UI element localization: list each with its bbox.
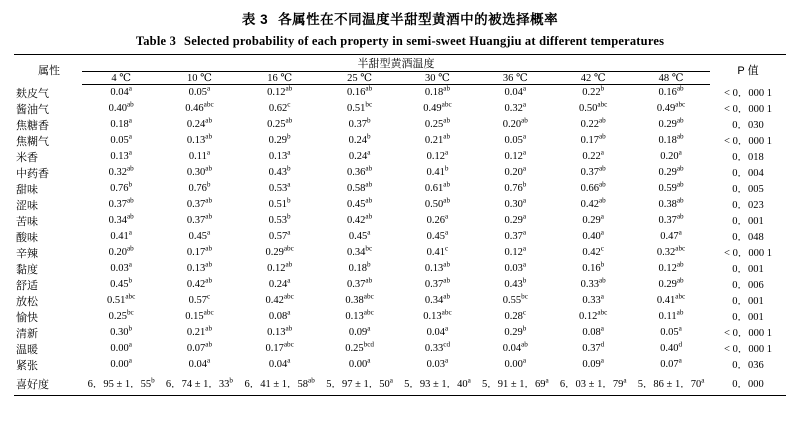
table-row bbox=[14, 117, 786, 133]
cell-value: 0.12$^{ab}$ bbox=[267, 260, 293, 274]
cell-value: 0.13$^{ab}$ bbox=[186, 260, 213, 274]
cell-value: 0.18$^b$ bbox=[348, 260, 371, 274]
cell-value: 0.04$^a$ bbox=[504, 84, 527, 99]
cell-p-value: 0．006 bbox=[732, 280, 764, 291]
cell-value: 0.16$^{ab}$ bbox=[347, 84, 373, 99]
table-row bbox=[14, 229, 786, 245]
table-row bbox=[14, 197, 786, 213]
table-title-english bbox=[14, 34, 786, 49]
cell-value: 0.41$^{abc}$ bbox=[656, 292, 686, 306]
table-row bbox=[14, 85, 786, 101]
cell-value: 0.20$^a$ bbox=[660, 148, 682, 162]
cell-value: 0.05$^a$ bbox=[660, 324, 682, 338]
cell-p-value: < 0．000 1 bbox=[724, 104, 772, 115]
row-attribute-label: 紧张 bbox=[16, 359, 38, 372]
cell-value: 0.37$^{ab}$ bbox=[580, 164, 606, 178]
cell-value: 0.13$^a$ bbox=[110, 148, 132, 162]
cell-value: 0.37$^{ab}$ bbox=[424, 276, 451, 290]
cell-value: 0.53$^b$ bbox=[268, 212, 291, 226]
cell-value: 0.29$^{ab}$ bbox=[658, 116, 684, 130]
cell-value: 0.51$^b$ bbox=[268, 196, 291, 210]
cell-value: 0.12$^{ab}$ bbox=[658, 260, 684, 274]
cell-value: 0.08$^a$ bbox=[582, 324, 604, 338]
row-attribute-label: 酸味 bbox=[16, 231, 38, 244]
cell-value: 0.37$^{ab}$ bbox=[108, 196, 134, 210]
cell-value: 0.42$^{ab}$ bbox=[347, 212, 373, 226]
cell-value: 0.30$^b$ bbox=[110, 324, 133, 338]
cell-value: 0.26$^a$ bbox=[426, 212, 449, 226]
table-row bbox=[14, 341, 786, 357]
cell-value: 0.45$^{ab}$ bbox=[347, 196, 373, 210]
cell-value: 0.51$^{bc}$ bbox=[347, 100, 373, 114]
cell-value: 0.18$^{ab}$ bbox=[658, 132, 684, 146]
table-row bbox=[14, 277, 786, 293]
header-p-value: P 值 bbox=[710, 55, 786, 85]
cell-value: 0.07$^{ab}$ bbox=[186, 340, 213, 354]
cell-p-value: 0．005 bbox=[732, 184, 764, 195]
cell-value: 0.76$^b$ bbox=[504, 180, 527, 194]
cell-value: 0.05$^a$ bbox=[504, 132, 527, 146]
cell-value: 0.66$^{ab}$ bbox=[580, 180, 606, 194]
cell-value: 0.08$^a$ bbox=[268, 308, 291, 322]
cell-value: 0.40$^{ab}$ bbox=[108, 100, 134, 114]
cell-value: 0.00$^a$ bbox=[504, 356, 527, 370]
cell-value: 0.04$^a$ bbox=[426, 324, 449, 338]
cell-value: 0.09$^a$ bbox=[348, 324, 371, 338]
cell-value: 0.40$^a$ bbox=[582, 228, 604, 242]
cell-p-value: 0．001 bbox=[732, 264, 764, 275]
cell-value: 0.45$^a$ bbox=[348, 228, 371, 242]
header-temperature-group: 半甜型黄酒温度 bbox=[82, 55, 710, 72]
cell-value: 0.29$^{ab}$ bbox=[658, 276, 684, 290]
cell-value: 0.29$^b$ bbox=[504, 324, 527, 338]
cell-value: 0.12$^a$ bbox=[426, 148, 449, 162]
cell-value: 0.18$^{ab}$ bbox=[424, 84, 451, 99]
cell-value: 0.05$^a$ bbox=[188, 84, 211, 99]
cell-value: 0.38$^{ab}$ bbox=[658, 196, 684, 210]
cell-value: 0.62$^c$ bbox=[268, 100, 291, 114]
table-row bbox=[14, 325, 786, 341]
row-attribute-label: 黏度 bbox=[16, 263, 38, 276]
row-attribute-label: 中药香 bbox=[16, 167, 49, 180]
cell-p-value: 0．001 bbox=[732, 216, 764, 227]
cell-value: 0.41$^b$ bbox=[426, 164, 449, 178]
table-row bbox=[14, 309, 786, 325]
cell-value: 0.45$^a$ bbox=[426, 228, 449, 242]
cell-value: 0.33$^{ab}$ bbox=[580, 276, 606, 290]
cell-value: 0.25$^{bcd}$ bbox=[345, 340, 374, 354]
header-row-group bbox=[14, 55, 786, 72]
cell-value: 0.13$^{abc}$ bbox=[423, 308, 452, 322]
row-attribute-label: 放松 bbox=[16, 295, 38, 308]
cell-value: 5．86 ± 1．70$^a$ bbox=[632, 373, 710, 396]
cell-value: 0.07$^a$ bbox=[660, 356, 682, 370]
table-row bbox=[14, 357, 786, 373]
cell-value: 0.13$^{ab}$ bbox=[267, 324, 293, 338]
table-title-chinese bbox=[14, 8, 786, 28]
cell-value: 0.09$^a$ bbox=[582, 356, 604, 370]
cell-value: 0.50$^{abc}$ bbox=[579, 100, 608, 114]
cell-value: 0.24$^a$ bbox=[348, 148, 371, 162]
cell-value: 6．95 ± 1．55$^b$ bbox=[82, 373, 160, 396]
cell-value: 0.13$^{abc}$ bbox=[345, 308, 374, 322]
cell-value: 6．03 ± 1．79$^a$ bbox=[554, 373, 632, 396]
cell-p-value: 0．036 bbox=[732, 360, 764, 371]
cell-value: 0.18$^a$ bbox=[110, 116, 132, 130]
cell-value: 0.55$^{bc}$ bbox=[502, 292, 528, 306]
row-attribute-label: 焦糖香 bbox=[16, 119, 49, 132]
cell-value: 0.21$^{ab}$ bbox=[424, 132, 451, 146]
row-attribute-label: 涩味 bbox=[16, 199, 38, 212]
cell-value: 0.45$^b$ bbox=[110, 276, 133, 290]
header-temp-25: 25 ℃ bbox=[321, 72, 399, 85]
cell-value: 0.29$^a$ bbox=[582, 212, 604, 226]
cell-value: 0.42$^{abc}$ bbox=[265, 292, 294, 306]
cell-value: 0.42$^{ab}$ bbox=[186, 276, 213, 290]
header-temp-36: 36 ℃ bbox=[476, 72, 554, 85]
table-body bbox=[14, 85, 786, 396]
table-row bbox=[14, 181, 786, 197]
cell-value: 0.12$^{abc}$ bbox=[579, 308, 608, 322]
row-attribute-label: 愉快 bbox=[16, 311, 38, 324]
cell-value: 0.24$^a$ bbox=[268, 276, 291, 290]
cell-value: 6．74 ± 1．33$^b$ bbox=[160, 373, 238, 396]
row-attribute-label: 舒适 bbox=[16, 279, 38, 292]
cell-value: 0.34$^{ab}$ bbox=[424, 292, 451, 306]
table-header bbox=[14, 55, 786, 85]
cell-value: 0.17$^{abc}$ bbox=[265, 340, 294, 354]
header-attribute: 属性 bbox=[14, 55, 82, 85]
cell-value: 0.29$^a$ bbox=[504, 212, 527, 226]
cell-value: 0.46$^{abc}$ bbox=[185, 100, 214, 114]
cell-p-value: < 0．000 1 bbox=[724, 328, 772, 339]
cell-p-value: 0．018 bbox=[732, 152, 764, 163]
cell-value: 0.37$^{ab}$ bbox=[658, 212, 684, 226]
cell-value: 0.13$^{ab}$ bbox=[186, 132, 213, 146]
cell-value: 0.32$^a$ bbox=[504, 100, 527, 114]
cell-value: 0.25$^{ab}$ bbox=[267, 116, 293, 130]
table-row bbox=[14, 373, 786, 396]
cell-value: 0.00$^a$ bbox=[348, 356, 371, 370]
cell-value: 0.37$^d$ bbox=[582, 340, 605, 354]
cell-value: 0.37$^{ab}$ bbox=[347, 276, 373, 290]
table-row bbox=[14, 261, 786, 277]
cell-value: 0.33$^a$ bbox=[582, 292, 604, 306]
header-temp-4: 4 ℃ bbox=[82, 72, 160, 85]
cell-value: 0.53$^a$ bbox=[268, 180, 291, 194]
cell-p-value: < 0．000 1 bbox=[724, 88, 772, 99]
cell-value: 0.20$^{ab}$ bbox=[502, 116, 528, 130]
table-title-cn-text: 各属性在不同温度半甜型黄酒中的被选择概率 bbox=[278, 12, 559, 27]
cell-value: 0.12$^{ab}$ bbox=[267, 84, 293, 99]
cell-value: 0.43$^b$ bbox=[504, 276, 527, 290]
cell-p-value: < 0．000 1 bbox=[724, 344, 772, 355]
table-row bbox=[14, 165, 786, 181]
cell-value: 0.51$^{abc}$ bbox=[106, 292, 136, 306]
cell-value: 5．97 ± 1．50$^a$ bbox=[321, 373, 399, 396]
cell-value: 0.16$^{ab}$ bbox=[658, 84, 684, 99]
cell-value: 0.29$^{ab}$ bbox=[658, 164, 684, 178]
cell-value: 0.05$^a$ bbox=[110, 132, 132, 146]
cell-value: 0.36$^{ab}$ bbox=[347, 164, 373, 178]
cell-value: 0.57$^c$ bbox=[188, 292, 211, 306]
cell-value: 0.29$^{abc}$ bbox=[265, 244, 294, 258]
cell-p-value: 0．001 bbox=[732, 312, 764, 323]
cell-value: 0.33$^{cd}$ bbox=[424, 340, 451, 354]
cell-value: 0.04$^a$ bbox=[110, 84, 132, 99]
cell-value: 0.40$^d$ bbox=[660, 340, 683, 354]
cell-value: 0.42$^c$ bbox=[582, 244, 604, 258]
cell-p-value: 0．001 bbox=[732, 296, 764, 307]
table-number-cn: 表 3 bbox=[241, 12, 269, 27]
cell-value: 0.43$^b$ bbox=[268, 164, 291, 178]
row-attribute-label: 喜好度 bbox=[14, 373, 82, 396]
cell-value: 0.04$^{ab}$ bbox=[502, 340, 528, 354]
table-title-en-text: Selected probability of each property in semi-sweet Huangjiu at different temperatures bbox=[184, 34, 665, 48]
cell-value: 0.12$^a$ bbox=[504, 244, 527, 258]
table-row bbox=[14, 213, 786, 229]
row-attribute-label: 甜味 bbox=[16, 183, 38, 196]
header-row-temps bbox=[14, 72, 786, 85]
table-row bbox=[14, 133, 786, 149]
cell-value: 0.29$^b$ bbox=[268, 132, 291, 146]
cell-value: 0.30$^a$ bbox=[504, 196, 527, 210]
cell-value: 0.20$^a$ bbox=[504, 164, 527, 178]
table-row bbox=[14, 149, 786, 165]
cell-value: 0.12$^a$ bbox=[504, 148, 527, 162]
header-temp-48: 48 ℃ bbox=[632, 72, 710, 85]
cell-value: 0.32$^{abc}$ bbox=[656, 244, 686, 258]
table-row bbox=[14, 293, 786, 309]
cell-value: 0.00$^a$ bbox=[110, 356, 132, 370]
cell-value: 0.37$^{ab}$ bbox=[186, 212, 213, 226]
header-temp-10: 10 ℃ bbox=[160, 72, 238, 85]
cell-value: 0.38$^{abc}$ bbox=[345, 292, 374, 306]
row-attribute-label: 米香 bbox=[16, 151, 38, 164]
cell-value: 5．93 ± 1．40$^a$ bbox=[399, 373, 477, 396]
cell-value: 0.50$^{ab}$ bbox=[424, 196, 451, 210]
cell-value: 0.03$^a$ bbox=[504, 260, 527, 274]
cell-value: 0.59$^{ab}$ bbox=[658, 180, 684, 194]
cell-value: 0.34$^{bc}$ bbox=[347, 244, 373, 258]
cell-value: 0.22$^{ab}$ bbox=[580, 116, 606, 130]
cell-value: 0.17$^{ab}$ bbox=[186, 244, 213, 258]
cell-value: 0.76$^b$ bbox=[110, 180, 133, 194]
row-attribute-label: 麸皮气 bbox=[16, 87, 49, 100]
cell-p-value: < 0．000 1 bbox=[724, 248, 772, 259]
row-attribute-label: 焦糊气 bbox=[16, 135, 49, 148]
cell-value: 0.58$^{ab}$ bbox=[347, 180, 373, 194]
header-temp-30: 30 ℃ bbox=[399, 72, 477, 85]
cell-value: 0.22$^a$ bbox=[582, 148, 604, 162]
cell-value: 0.03$^a$ bbox=[110, 260, 132, 274]
row-attribute-label: 温暖 bbox=[16, 343, 38, 356]
probability-table bbox=[14, 54, 786, 396]
cell-value: 0.00$^a$ bbox=[110, 340, 132, 354]
cell-value: 0.76$^b$ bbox=[188, 180, 211, 194]
cell-value: 0.61$^{ab}$ bbox=[424, 180, 451, 194]
cell-value: 6．41 ± 1．$58^{ab}$ bbox=[239, 373, 321, 396]
cell-p-value: 0．048 bbox=[732, 232, 764, 243]
cell-value: 0.47$^a$ bbox=[660, 228, 682, 242]
table-number-en: Table 3 bbox=[135, 34, 177, 48]
cell-value: 0.28$^c$ bbox=[504, 308, 527, 322]
table-row bbox=[14, 101, 786, 117]
cell-p-value: 0．023 bbox=[732, 200, 764, 211]
cell-value: 0.11$^a$ bbox=[188, 148, 211, 162]
row-attribute-label: 清新 bbox=[16, 327, 38, 340]
cell-value: 0.15$^{abc}$ bbox=[185, 308, 214, 322]
table-row bbox=[14, 245, 786, 261]
cell-value: 0.04$^a$ bbox=[268, 356, 291, 370]
cell-value: 0.49$^{abc}$ bbox=[656, 100, 686, 114]
cell-value: 0.16$^b$ bbox=[582, 260, 605, 274]
cell-value: 0.34$^{ab}$ bbox=[108, 212, 134, 226]
cell-value: 0.57$^a$ bbox=[268, 228, 291, 242]
cell-value: 0.25$^{bc}$ bbox=[108, 308, 134, 322]
row-attribute-label: 苦味 bbox=[16, 215, 38, 228]
cell-value: 0.13$^a$ bbox=[268, 148, 291, 162]
cell-value: 0.37$^{ab}$ bbox=[186, 196, 213, 210]
cell-value: 0.04$^a$ bbox=[188, 356, 211, 370]
cell-value: 0.11$^{ab}$ bbox=[658, 308, 684, 322]
cell-value: 0.45$^a$ bbox=[188, 228, 211, 242]
cell-value: 0.20$^{ab}$ bbox=[108, 244, 134, 258]
cell-p-value: 0．004 bbox=[732, 168, 764, 179]
cell-value: 0.37$^b$ bbox=[348, 116, 371, 130]
cell-value: 0.41$^a$ bbox=[110, 228, 132, 242]
cell-value: 0.03$^a$ bbox=[426, 356, 449, 370]
cell-value: 0.24$^{ab}$ bbox=[186, 116, 213, 130]
cell-value: 0.37$^a$ bbox=[504, 228, 527, 242]
cell-value: 0.30$^{ab}$ bbox=[186, 164, 213, 178]
header-temp-16: 16 ℃ bbox=[239, 72, 321, 85]
cell-value: 0.49$^{abc}$ bbox=[423, 100, 452, 114]
cell-value: 0.13$^{ab}$ bbox=[424, 260, 451, 274]
cell-value: 0.32$^{ab}$ bbox=[108, 164, 134, 178]
cell-p-value: 0．030 bbox=[732, 120, 764, 131]
header-temp-42: 42 ℃ bbox=[554, 72, 632, 85]
cell-p-value: < 0．000 1 bbox=[724, 136, 772, 147]
cell-value: 0.21$^{ab}$ bbox=[186, 324, 213, 338]
cell-value: 0.17$^{ab}$ bbox=[580, 132, 606, 146]
cell-value: 0.42$^{ab}$ bbox=[580, 196, 606, 210]
row-attribute-label: 酱油气 bbox=[16, 103, 49, 116]
row-attribute-label: 辛辣 bbox=[16, 247, 38, 260]
cell-value: 5．91 ± 1．69$^a$ bbox=[476, 373, 554, 396]
cell-value: 0.25$^{ab}$ bbox=[424, 116, 451, 130]
cell-value: 0.24$^b$ bbox=[348, 132, 371, 146]
cell-p-value: 0．000 bbox=[710, 373, 786, 396]
cell-value: 0.22$^b$ bbox=[582, 84, 605, 99]
cell-value: 0.41$^c$ bbox=[426, 244, 449, 258]
